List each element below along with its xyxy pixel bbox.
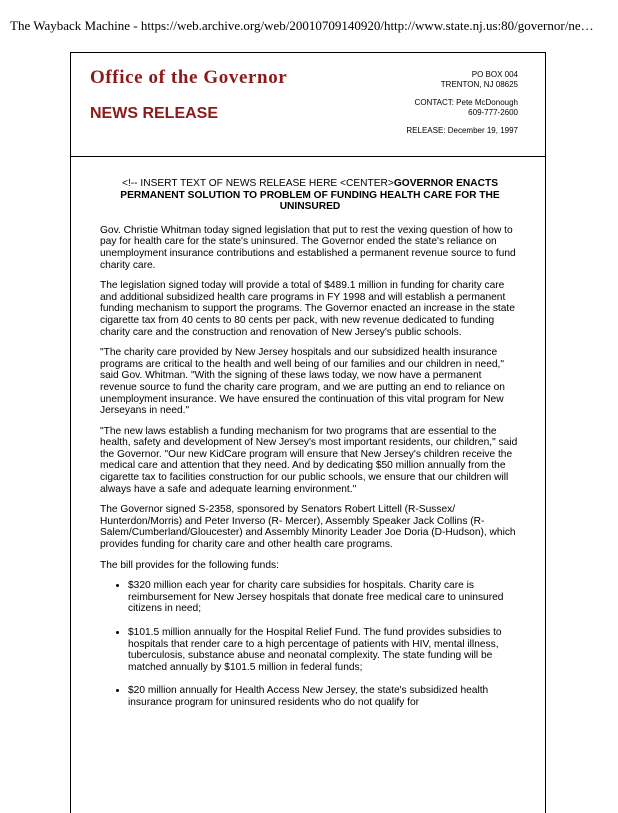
- paragraph: "The new laws establish a funding mechanism for two programs that are essential to the health, safety and development of New Jersey's most important residents, our children," said the Governor. "Our new KidCare program will ensure that New Jersey's children receive the medical care and attention that they need. And by dedicating $50 million annually from the cigarette tax to facilities construction for our public schools, we ensure that our children will always have a safe and adequate learning environment.": [100, 425, 518, 495]
- paragraph: "The charity care provided by New Jersey hospitals and our subsidized health insurance programs are critical to the health and well being of our families and our children in need," said Gov. Whitman. "With the signing of these laws today, we now have a permanent revenue source to fund the charity care program, and we are putting an end to reliance on unemployment insurance. We have ensured the continuation of this vital program for New Jerseyans in need.": [100, 347, 505, 417]
- address-line-1: PO BOX 004: [471, 70, 518, 79]
- funds-list: [100, 580, 520, 708]
- news-release-page: [70, 52, 546, 813]
- list-item: • $20 million annually for Health Access New Jersey, the state's subsidized health insurance program for uninsured residents who do not qualify for: [128, 685, 520, 708]
- paragraph: The bill provides for the following funds:: [100, 559, 279, 571]
- paragraph: The legislation signed today will provide a total of $489.1 million in funding for charity care and additional subsidized health care programs in FY 1998 and will establish a permanent funding mechanism to support the programs. The Governor enacted an increase in the state cigarette tax from 40 cents to 80 cents per pack, with new revenue dedicated to funding charity care and the construction and renovation of New Jersey's public schools.: [100, 280, 515, 338]
- headline-comment: <!-- INSERT TEXT OF NEWS RELEASE HERE <CENTER>: [122, 178, 394, 189]
- news-release-heading: NEWS RELEASE: [90, 105, 219, 122]
- office-title: Office of the Governor: [90, 67, 288, 88]
- contact-info: [415, 98, 518, 118]
- article-body: [100, 178, 520, 721]
- contact-name: CONTACT: Pete McDonough: [414, 98, 518, 107]
- contact-phone: 609-777-2600: [468, 108, 518, 117]
- headline: [100, 178, 520, 213]
- release-date: RELEASE: December 19, 1997: [406, 126, 518, 135]
- paragraph: The Governor signed S-2358, sponsored by Senators Robert Littell (R-Sussex/ Hunterdon/Morris) and Peter Inverso (R- Mercer), Assembly Speaker Jack Collins (R- Salem/Cumberland/Gloucester) and Assembly Minority Leader Joe Doria (D-Hudson), which provides funding for charity care and other health care programs.: [100, 504, 516, 551]
- letterhead: [71, 53, 545, 157]
- list-item: • $101.5 million annually for the Hospital Relief Fund. The fund provides subsidies to hospitals that render care to a high percentage of patients with HIV, mental illness, tuberculosis, substance abuse and neonatal complexity. The state funding will be matched annually by $101.5 million in federal funds;: [128, 627, 520, 673]
- address-line-2: TRENTON, NJ 08625: [440, 80, 518, 89]
- paragraph: Gov. Christie Whitman today signed legislation that put to rest the vexing question of how to pay for health care for the state's uninsured. The Governor ended the state's reliance on unemployment insurance contributions and established a permanent revenue source to fund charity care.: [100, 224, 516, 271]
- mailing-address: [441, 70, 518, 90]
- browser-window-title: The Wayback Machine - https://web.archive.org/web/20010709140920/http://www.state.nj.us:80/governor/ne…: [10, 18, 594, 33]
- list-item: • $320 million each year for charity care subsidies for hospitals. Charity care is reimbursement for New Jersey hospitals that donate free medical care to uninsured citizens in need;: [128, 580, 520, 615]
- headline-title: GOVERNOR ENACTS PERMANENT SOLUTION TO PROBLEM OF FUNDING HEALTH CARE FOR THE UNINSURED: [120, 178, 500, 213]
